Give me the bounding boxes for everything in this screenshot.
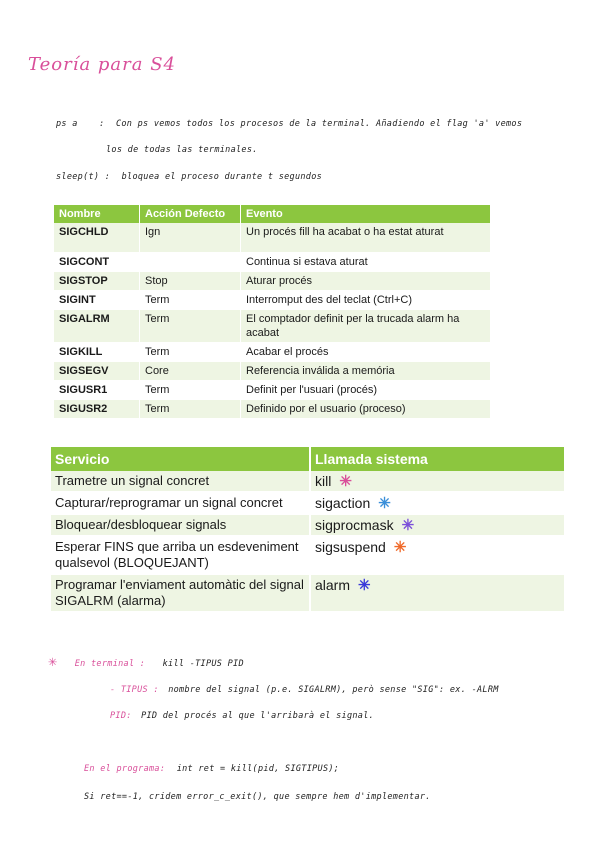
pid-note bbox=[110, 711, 374, 721]
signal-name: SIGSEGV bbox=[54, 362, 140, 381]
signal-event: Un procés fill ha acabat o ha estat aturat bbox=[241, 223, 491, 253]
table-row bbox=[51, 493, 566, 515]
signal-action: Core bbox=[140, 362, 241, 381]
signal-event: Definido por el usuario (proceso) bbox=[241, 400, 491, 419]
signal-event: Aturar procés bbox=[241, 272, 491, 291]
asterisk-icon: ✳ bbox=[358, 577, 371, 594]
pid-description: PID del procés al que l'arribarà el signal. bbox=[141, 711, 375, 721]
system-call-name: sigaction bbox=[315, 495, 371, 511]
asterisk-icon: ✳ bbox=[378, 495, 391, 512]
terminal-label: En terminal : bbox=[74, 659, 146, 669]
sleep-description: bloquea el proceso durante t segundos bbox=[121, 172, 323, 182]
ps-note-line1 bbox=[56, 119, 522, 129]
ps-note-line2: los de todas las terminales. bbox=[106, 145, 258, 155]
error-note: Si ret==-1, cridem error_c_exit(), que sempre hem d'implementar. bbox=[84, 792, 431, 802]
table-row bbox=[54, 343, 491, 362]
signal-action: Term bbox=[140, 291, 241, 310]
table-row bbox=[51, 537, 566, 575]
signal-action: Term bbox=[140, 310, 241, 343]
asterisk-icon: ✳ bbox=[339, 473, 352, 490]
signal-name: SIGKILL bbox=[54, 343, 140, 362]
signal-name: SIGUSR2 bbox=[54, 400, 140, 419]
signal-name: SIGCONT bbox=[54, 253, 140, 272]
table-row bbox=[54, 310, 491, 343]
header-nombre: Nombre bbox=[54, 205, 140, 223]
signal-name: SIGALRM bbox=[54, 310, 140, 343]
signals-table-header bbox=[54, 205, 491, 223]
sleep-note bbox=[56, 172, 322, 182]
table-row bbox=[54, 362, 491, 381]
header-llamada-sistema: Llamada sistema bbox=[311, 447, 566, 471]
terminal-command: kill -TIPUS PID bbox=[162, 659, 244, 669]
system-call bbox=[311, 515, 566, 537]
program-command: int ret = kill(pid, SIGTIPUS); bbox=[176, 764, 340, 774]
service-name: Bloquear/desbloquear signals bbox=[51, 515, 311, 537]
system-call bbox=[311, 537, 566, 575]
service-name: Programar l'enviament automàtic del signal SIGALRM (alarma) bbox=[51, 575, 311, 613]
ps-description-1: Con ps vemos todos los procesos de la terminal. Añadiendo el flag 'a' vemos bbox=[115, 119, 523, 129]
signal-event: Continua si estava aturat bbox=[241, 253, 491, 272]
signal-event: El comptador definit per la trucada alarm ha acabat bbox=[241, 310, 491, 343]
tipus-description: nombre del signal (p.e. SIGALRM), però sense "SIG": ex. -ALRM bbox=[168, 685, 499, 695]
signals-table bbox=[54, 205, 491, 419]
table-row bbox=[54, 253, 491, 272]
asterisk-icon: ✳ bbox=[48, 652, 58, 670]
signal-action: Term bbox=[140, 400, 241, 419]
signal-name: SIGCHLD bbox=[54, 223, 140, 253]
program-note bbox=[84, 764, 339, 774]
page-title: Teoría para S4 bbox=[28, 54, 177, 75]
signal-action: Term bbox=[140, 381, 241, 400]
ps-colon: : bbox=[99, 119, 105, 129]
table-row bbox=[54, 400, 491, 419]
system-call bbox=[311, 471, 566, 493]
signal-action bbox=[140, 253, 241, 272]
system-call-name: alarm bbox=[315, 577, 351, 593]
signal-action: Ign bbox=[140, 223, 241, 253]
system-call bbox=[311, 493, 566, 515]
system-call-name: sigsuspend bbox=[315, 539, 386, 555]
table-row bbox=[54, 381, 491, 400]
header-evento: Evento bbox=[241, 205, 491, 223]
terminal-note bbox=[48, 652, 244, 670]
table-row bbox=[54, 223, 491, 253]
table-row bbox=[54, 291, 491, 310]
signal-action: Term bbox=[140, 343, 241, 362]
ps-command: ps a bbox=[56, 119, 78, 129]
service-name: Capturar/reprogramar un signal concret bbox=[51, 493, 311, 515]
signal-event: Referencia inválida a memória bbox=[241, 362, 491, 381]
signal-event: Interromput des del teclat (Ctrl+C) bbox=[241, 291, 491, 310]
pid-label: PID: bbox=[110, 711, 132, 721]
table-row bbox=[54, 272, 491, 291]
sleep-command: sleep(t) : bbox=[56, 172, 111, 182]
header-accion-defecto: Acción Defecto bbox=[140, 205, 241, 223]
asterisk-icon: ✳ bbox=[401, 517, 415, 534]
program-label: En el programa: bbox=[84, 764, 166, 774]
table-row bbox=[51, 471, 566, 493]
system-call-name: sigprocmask bbox=[315, 517, 394, 533]
service-name: Esperar FINS que arriba un esdeveniment qualsevol (BLOQUEJANT) bbox=[51, 537, 311, 575]
system-call-name: kill bbox=[315, 473, 332, 489]
table-row bbox=[51, 515, 566, 537]
services-table-header bbox=[51, 447, 566, 471]
services-table bbox=[51, 447, 566, 613]
tipus-label: - TIPUS : bbox=[110, 685, 159, 695]
signal-event: Definit per l'usuari (procés) bbox=[241, 381, 491, 400]
table-row bbox=[51, 575, 566, 613]
tipus-note bbox=[110, 685, 499, 695]
signal-name: SIGSTOP bbox=[54, 272, 140, 291]
system-call bbox=[311, 575, 566, 613]
header-servicio: Servicio bbox=[51, 447, 311, 471]
signal-action: Stop bbox=[140, 272, 241, 291]
service-name: Trametre un signal concret bbox=[51, 471, 311, 493]
signal-event: Acabar el procés bbox=[241, 343, 491, 362]
signal-name: SIGUSR1 bbox=[54, 381, 140, 400]
asterisk-icon: ✳ bbox=[393, 539, 407, 556]
signal-name: SIGINT bbox=[54, 291, 140, 310]
